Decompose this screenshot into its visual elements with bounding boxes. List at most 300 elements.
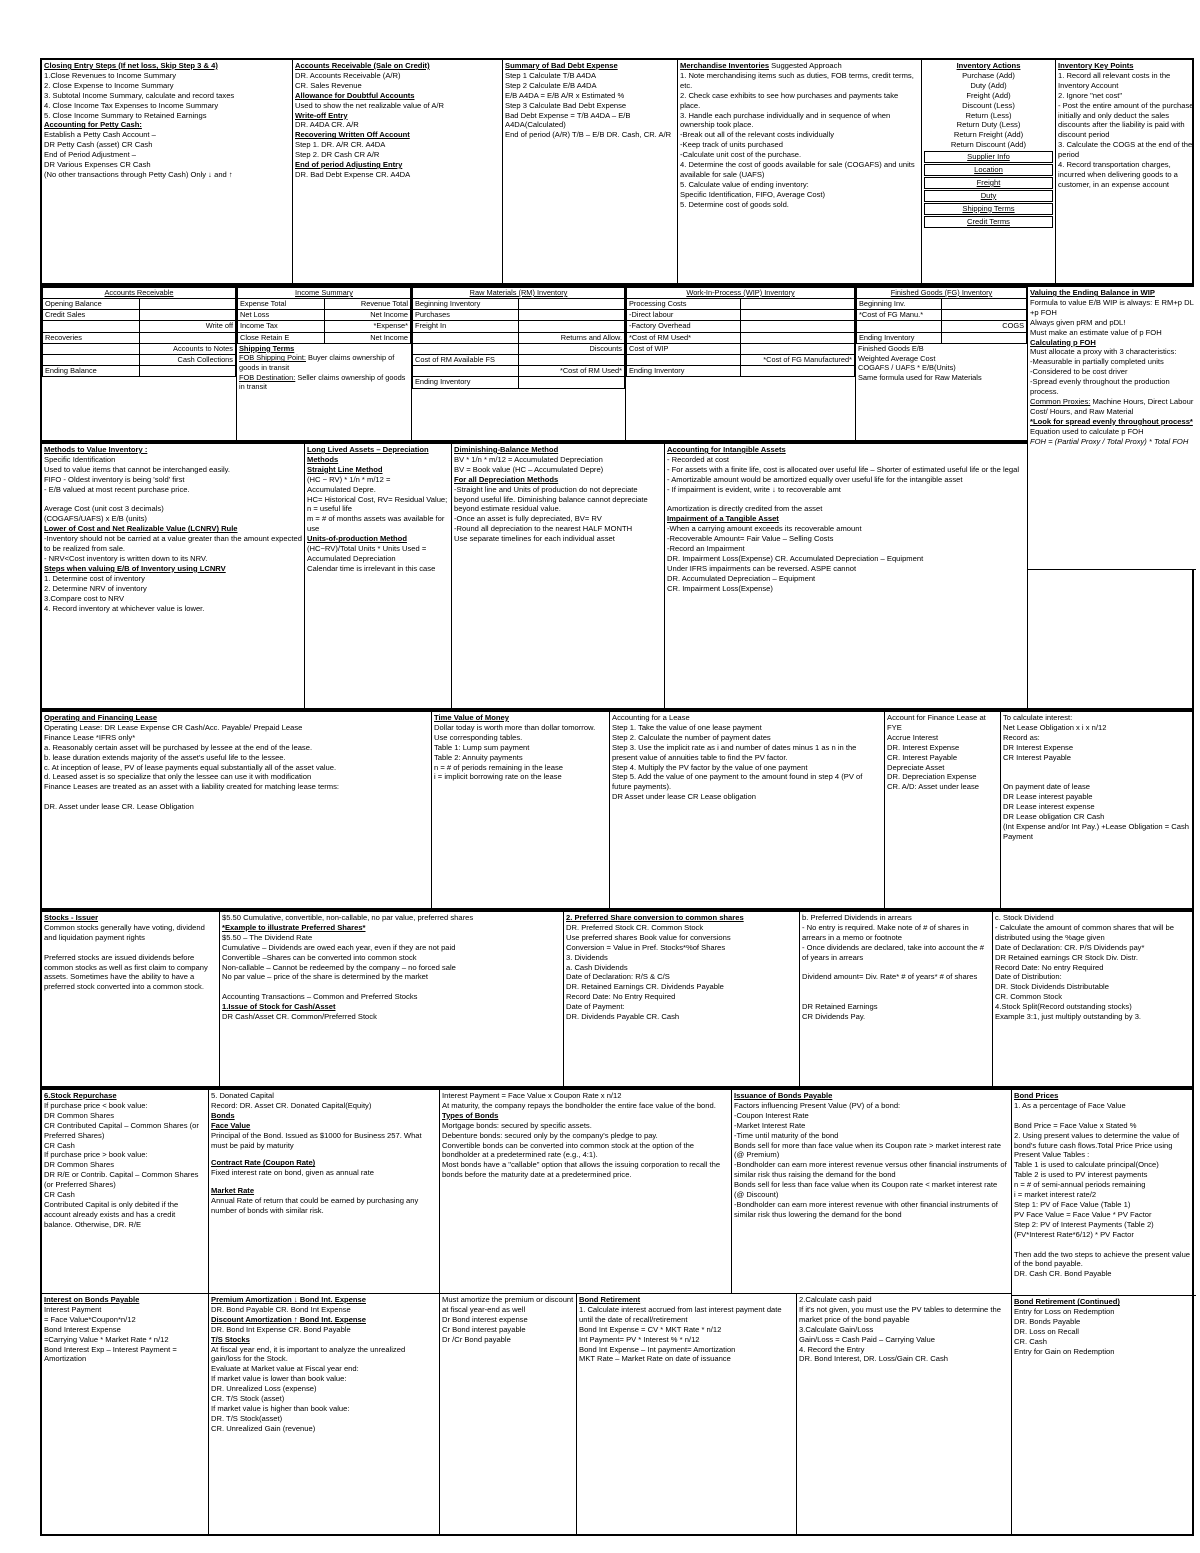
text-line: MKT Rate – Market Rate on date of issuance bbox=[579, 1354, 731, 1364]
text-line: (COGAFS/UAFS) x E/B (units) bbox=[44, 514, 147, 524]
text-line: Cr Bond interest payable bbox=[442, 1324, 526, 1334]
rm-t-title: Raw Materials (RM) Inventory bbox=[413, 288, 625, 299]
income-summary-t-account bbox=[237, 287, 412, 440]
table-row bbox=[413, 354, 625, 365]
text-line: DR. Dividends Payable CR. Cash bbox=[566, 1012, 680, 1022]
table-row bbox=[627, 366, 855, 377]
row-leases bbox=[40, 710, 1194, 910]
eop-title: End of period Adjusting Entry bbox=[295, 160, 403, 170]
accl-title: Accounting for a Lease bbox=[612, 713, 690, 722]
val-title: Valuing the Ending Balance in WIP bbox=[1030, 288, 1155, 297]
text-line: 3. Handle each purchase individually and in sequence of when ownership took place. bbox=[680, 110, 891, 130]
fob1-title: FOB Shipping Point: bbox=[239, 353, 306, 363]
table-cell: *Cost of RM Used* bbox=[519, 366, 625, 377]
text-line bbox=[1003, 763, 1194, 773]
table-row bbox=[857, 310, 1027, 321]
text-line: Accumulated Depreciation bbox=[307, 553, 396, 563]
table-cell: -Factory Overhead bbox=[627, 321, 741, 332]
fg-t-rows bbox=[857, 299, 1027, 344]
table-cell: Returns and Allow. bbox=[519, 332, 625, 343]
stocks-issuer-section bbox=[42, 912, 220, 1086]
text-line: -Coupon Interest Rate bbox=[734, 1110, 809, 1120]
text-line: Accounting Transactions – Common and Preferred Stocks bbox=[222, 992, 418, 1002]
table-cell bbox=[413, 332, 519, 343]
text-line bbox=[1003, 772, 1194, 782]
afl-lines bbox=[887, 733, 998, 792]
ts-lines bbox=[211, 1345, 437, 1434]
shipping-terms-block bbox=[237, 344, 411, 392]
retire-title: Bond Retirement bbox=[579, 1295, 641, 1304]
table-cell: Cost of WIP bbox=[627, 343, 741, 354]
text-line: Date of Payment: bbox=[566, 1002, 625, 1012]
premium-amortization-section bbox=[209, 1294, 440, 1534]
text-line: -Market Interest Rate bbox=[734, 1120, 806, 1130]
contract-rate-title: Contract Rate (Coupon Rate) bbox=[211, 1158, 316, 1168]
table-cell bbox=[741, 310, 855, 321]
fg-notes bbox=[856, 344, 1027, 383]
text-line: - NRV<Cost inventory is written down to its NRV. bbox=[44, 553, 208, 563]
text-line: Non-callable – Cannot be redeemed by the company – no forced sale bbox=[222, 962, 456, 972]
text-line: Common stocks generally have voting, dividend and liquidation payment rights bbox=[44, 922, 205, 942]
text-line: Convertible –Shares can be converted into common stock bbox=[222, 952, 417, 962]
table-row bbox=[413, 343, 625, 354]
table-cell bbox=[519, 321, 625, 332]
diminishing-balance-section bbox=[452, 444, 665, 708]
table-row bbox=[627, 354, 855, 365]
text-line: End of Period Adjustment – bbox=[44, 150, 137, 160]
table-row bbox=[857, 299, 1027, 310]
text-line: E/B A4DA = E/B A/R x Estimated % bbox=[505, 90, 625, 100]
text-line: n = useful life bbox=[307, 504, 352, 514]
text-line: (HC−RV)/Total Units * Units Used = bbox=[307, 544, 427, 554]
pa-disc: DR. Bond Int Expense CR. Bond Payable bbox=[211, 1324, 351, 1334]
bonds-title: Bonds bbox=[211, 1110, 235, 1120]
text-line: - For assets with a finite life, cost is allocated over useful life – Shorter of estimated useful life or the legal bbox=[667, 464, 1020, 474]
finance-lease-fye-section bbox=[885, 712, 1001, 908]
merch-title: Merchandise Inventories bbox=[680, 61, 770, 70]
text-line: Step 4. Multiply the PV factor by the value of one payment bbox=[612, 762, 808, 772]
closing-entry-section bbox=[42, 60, 293, 283]
text-line: Date of Distribution: bbox=[995, 972, 1062, 982]
table-row bbox=[627, 343, 855, 354]
text-line: Average Cost (unit cost 3 decimals) bbox=[44, 504, 164, 514]
table-cell bbox=[519, 299, 625, 310]
text-line: Bonds sell for more than face value when its Coupon rate > market interest rate (@ Premium) bbox=[734, 1140, 1001, 1160]
table-cell: Discounts bbox=[519, 343, 625, 354]
text-line: DR Retained earnings CR Stock Div. Distr. bbox=[995, 952, 1138, 962]
text-line: DR. Accounts Receivable (A/R) bbox=[295, 70, 401, 80]
table-cell bbox=[741, 299, 855, 310]
ar-lines bbox=[295, 71, 500, 91]
text-line: Table 1: Lump sum payment bbox=[434, 742, 530, 752]
steps-title: Steps when valuing E/B of Inventory using LCNRV bbox=[44, 563, 226, 573]
table-row bbox=[413, 332, 625, 343]
text-line: 3.Calculate Gain/Loss bbox=[799, 1324, 874, 1334]
row-stocks bbox=[40, 910, 1194, 1088]
text-line: Step 1. DR. A/R CR. A4DA bbox=[295, 140, 386, 150]
stock-repurchase-section bbox=[42, 1090, 209, 1294]
text-line: Use separate timelines for each individual asset bbox=[454, 534, 615, 544]
pa-title: Premium Amortization ↓ Bond Int. Expense bbox=[211, 1295, 366, 1304]
amort-lines bbox=[442, 1295, 574, 1345]
ar-t-account bbox=[42, 287, 237, 440]
table-cell bbox=[139, 299, 236, 310]
text-line: Record Date: No entry Required bbox=[995, 962, 1104, 972]
recover-lines bbox=[295, 140, 500, 160]
text-line: CR Cash bbox=[44, 1140, 75, 1150]
lease-title: Operating and Financing Lease bbox=[44, 713, 158, 722]
text-line: Step 2: PV of Interest Payments (Table 2) bbox=[1014, 1219, 1154, 1229]
text-line: Record Date: No Entry Required bbox=[566, 992, 676, 1002]
text-line: CR Interest Payable bbox=[1003, 752, 1071, 762]
lease-lines bbox=[44, 723, 429, 812]
text-line: - Calculate the amount of common shares that will be distributed using the %age given bbox=[995, 922, 1174, 942]
text-line: DR. Preferred Stock CR. Common Stock bbox=[566, 922, 704, 932]
uop-title: Units-of-production Method bbox=[307, 534, 407, 544]
text-line: -Time until maturity of the bond bbox=[734, 1130, 839, 1140]
lease-section bbox=[42, 712, 432, 908]
tvm-section bbox=[432, 712, 610, 908]
text-line: 3.Compare cost to NRV bbox=[44, 593, 125, 603]
table-row bbox=[43, 354, 236, 365]
text-line: Bond Interest Expense bbox=[44, 1324, 121, 1334]
text-line: 2.Calculate cash paid bbox=[799, 1295, 872, 1304]
text-line: =Carrying Value * Market Rate * n/12 bbox=[44, 1334, 169, 1344]
methods-inventory-section bbox=[42, 444, 305, 708]
table-row bbox=[857, 332, 1027, 343]
text-line: Return Discount (Add) bbox=[950, 140, 1027, 150]
table-cell: -Direct labour bbox=[627, 310, 741, 321]
wip-valuation-section bbox=[1028, 287, 1196, 570]
table-cell bbox=[741, 343, 855, 354]
text-line: Finance Leases are treated as an asset with a liability created for matching lease terms: bbox=[44, 782, 340, 792]
text-line: Net Lease Obligation x i x n/12 bbox=[1003, 722, 1107, 732]
fg-t-title: Finished Goods (FG) Inventory bbox=[857, 288, 1027, 299]
conversion-section bbox=[564, 912, 800, 1086]
market-rate-text: Annual Rate of return that could be earned by purchasing any number of bonds with similar risk. bbox=[211, 1196, 419, 1216]
text-line: DR. Bond Interest, DR. Loss/Gain CR. Cash bbox=[799, 1354, 948, 1364]
text-line: - E/B valued at most recent purchase price. bbox=[44, 484, 190, 494]
inv-actions-title: Inventory Actions bbox=[956, 61, 1021, 70]
types-title: Types of Bonds bbox=[442, 1110, 499, 1120]
proxies-text: Machine Hours, Direct Labour Cost/ Hours, and Raw Material bbox=[1030, 396, 1194, 416]
text-line: 2. Ignore "net cost" bbox=[1058, 90, 1123, 100]
text-line: 2. Check case exhibits to see how purchases and payments take place. bbox=[680, 90, 899, 110]
text-line: Specific Identification, FIFO, Average Cost) bbox=[680, 189, 826, 199]
text-line: DR Interest Expense bbox=[1003, 742, 1074, 752]
text-line: DR. Bonds Payable bbox=[1014, 1317, 1081, 1327]
text-line: Step 3 Calculate Bad Debt Expense bbox=[505, 100, 627, 110]
text-line: Shipping Terms bbox=[924, 203, 1053, 215]
table-cell: *Cost of FG Manufactured* bbox=[741, 354, 855, 365]
preferred-shares-section bbox=[220, 912, 564, 1086]
market-rate-title: Market Rate bbox=[211, 1186, 255, 1196]
ret-cont-title: Bond Retirement (Continued) bbox=[1014, 1297, 1120, 1307]
write-off-text: DR. A4DA CR. A/R bbox=[295, 120, 359, 130]
text-line: DR. Impairment Loss(Expense) CR. Accumulated Depreciation – Equipment bbox=[667, 553, 924, 563]
inv-key-title: Inventory Key Points bbox=[1058, 61, 1134, 70]
text-line: Example 3:1, just multiply outstanding by 3. bbox=[995, 1012, 1142, 1022]
text-line: Contributed Capital is only debited if the account already exists and has a credit balance. Otherwise, DR. R/E bbox=[44, 1199, 179, 1229]
text-line: Date of Declaration: CR. P/S Dividends pay* bbox=[995, 942, 1145, 952]
text-line: Bond Price = Face Value x Stated % bbox=[1014, 1120, 1137, 1130]
text-line: Supplier Info bbox=[924, 151, 1053, 163]
text-line: 4. Record transportation charges, incurred when delivering goods to a customer, in an expense account bbox=[1058, 160, 1178, 189]
text-line: Specific Identification bbox=[44, 454, 116, 464]
text-line bbox=[222, 982, 561, 992]
methods-lines bbox=[44, 455, 302, 524]
text-line: -Once an asset is fully depreciated, BV= RV bbox=[454, 514, 602, 524]
text-line: Record as: bbox=[1003, 732, 1040, 742]
table-cell: Revenue Total bbox=[324, 299, 411, 310]
table-cell: Beginning Inv. bbox=[857, 299, 942, 310]
look-note: *Look for spread evenly throughout process* bbox=[1030, 416, 1193, 426]
text-line: DR Common Shares bbox=[44, 1110, 115, 1120]
text-line: Finance Lease *IFRS only* bbox=[44, 732, 136, 742]
intpay-lines bbox=[442, 1091, 729, 1111]
table-row bbox=[413, 299, 625, 310]
pref-example-title: *Example to illustrate Preferred Shares* bbox=[222, 922, 366, 932]
text-line: Interest Payment = Face Value x Coupon Rate x n/12 bbox=[442, 1091, 622, 1100]
table-row bbox=[238, 310, 411, 321]
text-line: CR. Unrealized Gain (revenue) bbox=[211, 1423, 316, 1433]
closing-title: Closing Entry Steps (If net loss, Skip Step 3 & 4) bbox=[44, 61, 218, 70]
table-row bbox=[413, 377, 625, 388]
pa-prem: DR. Bond Payable CR. Bond Int Expense bbox=[211, 1304, 351, 1314]
fg-t-table bbox=[856, 287, 1027, 344]
table-cell: Recoveries bbox=[43, 332, 140, 343]
text-line: Used to value items that cannot be interchanged easily. bbox=[44, 464, 231, 474]
text-line: DR Common Shares bbox=[44, 1160, 115, 1170]
intang-lines bbox=[667, 455, 1025, 514]
text-line: i = market interest rate/2 bbox=[1014, 1190, 1097, 1200]
text-line: 1. Note merchandising items such as duties, FOB terms, credit terms, etc. bbox=[680, 70, 914, 90]
table-cell bbox=[942, 332, 1027, 343]
table-cell: Expense Total bbox=[238, 299, 325, 310]
table-row bbox=[413, 321, 625, 332]
text-line: 3. Calculate the COGS at the end of the period bbox=[1058, 140, 1193, 160]
imp-title: Impairment of a Tangible Asset bbox=[667, 514, 779, 524]
text-line bbox=[44, 943, 217, 953]
text-line: If it's not given, you must use the PV tables to determine the market price of the bond payable bbox=[799, 1304, 1001, 1324]
stockdiv-title: c. Stock Dividend bbox=[995, 913, 1054, 922]
text-line: CR Contributed Capital – Common Shares (or Preferred Shares) bbox=[44, 1120, 199, 1140]
table-cell: Close Retain E bbox=[238, 332, 325, 343]
retire-lines bbox=[579, 1305, 794, 1364]
text-line: DR. Cash CR. Bond Payable bbox=[1014, 1269, 1112, 1279]
text-line: Date of Declaration: R/S & C/S bbox=[566, 972, 670, 982]
rm-t-table bbox=[412, 287, 625, 389]
arrears-lines bbox=[802, 923, 990, 1022]
table-cell: Net Income bbox=[324, 310, 411, 321]
iob-lines bbox=[44, 1305, 206, 1364]
text-line: CR Cash bbox=[44, 1190, 75, 1200]
table-cell: Ending Balance bbox=[43, 366, 140, 377]
text-line: b. lease duration extends majority of the asset's useful life to the lessee. bbox=[44, 752, 286, 762]
write-off-title: Write-off Entry bbox=[295, 110, 348, 120]
val-lines bbox=[1030, 298, 1194, 338]
text-line: 4.Stock Split(Record outstanding stocks) bbox=[995, 1002, 1132, 1012]
prices-title: Bond Prices bbox=[1014, 1091, 1059, 1100]
text-line: a. Cash Dividends bbox=[566, 962, 628, 972]
bad-debt-title: Summary of Bad Debt Expense bbox=[505, 61, 618, 70]
text-line: 5. Calculate value of ending inventory: bbox=[680, 179, 809, 189]
text-line: If purchase price < book value: bbox=[44, 1100, 148, 1110]
text-line: - If impairment is evident, write ↓ to recoverable amt bbox=[667, 484, 841, 494]
allowance-title: Allowance for Doubtful Accounts bbox=[295, 90, 415, 100]
rm-t-rows bbox=[413, 299, 625, 389]
text-line: Dr /Cr Bond payable bbox=[442, 1334, 511, 1344]
text-line: CR. A/D: Asset under lease bbox=[887, 782, 980, 792]
text-line: Same formula used for Raw Materials bbox=[858, 373, 982, 383]
issuance-section bbox=[732, 1090, 1012, 1294]
text-line: -Bondholder can earn more interest revenue with other financial instruments of similar risk thus lowering the demand for the bond bbox=[734, 1199, 998, 1219]
text-line: Step 1: PV of Face Value (Table 1) bbox=[1014, 1199, 1131, 1209]
is-t-title: Income Summary bbox=[238, 288, 411, 299]
calc-title: Calculating p FOH bbox=[1030, 337, 1096, 347]
stock-dividend-section bbox=[993, 912, 1196, 1086]
table-cell bbox=[519, 354, 625, 365]
arrears-section bbox=[800, 912, 993, 1086]
table-cell bbox=[741, 321, 855, 332]
text-line: DR. T/S Stock(asset) bbox=[211, 1413, 283, 1423]
text-line: $5.50 – The Dividend Rate bbox=[222, 932, 313, 942]
bad-debt-lines bbox=[505, 71, 675, 140]
methods-title: Methods to Value Inventory : bbox=[44, 445, 148, 454]
text-line: n = # of semi-annual periods remaining bbox=[1014, 1180, 1146, 1190]
text-line: CR. T/S Stock (asset) bbox=[211, 1394, 285, 1404]
merch-lines bbox=[680, 71, 919, 210]
merch-heading bbox=[680, 61, 919, 71]
table-cell bbox=[139, 310, 236, 321]
text-line: 1.Close Revenues to Income Summary bbox=[44, 70, 177, 80]
table-row bbox=[43, 332, 236, 343]
text-line: Step 1. Take the value of one lease payment bbox=[612, 722, 762, 732]
text-line: Finished Goods E/B bbox=[858, 343, 924, 353]
inventory-key-points-section bbox=[1056, 60, 1196, 283]
text-line: CR. Impairment Loss(Expense) bbox=[667, 583, 773, 593]
table-cell: Ending Inventory bbox=[413, 377, 519, 388]
text-line: Return Duty (Less) bbox=[956, 120, 1021, 130]
stocks-lines bbox=[44, 923, 217, 992]
text-line: -Calculate unit cost of the purchase. bbox=[680, 150, 802, 160]
text-line: - Amortizable amount would be amortized equally over useful life for the intangible asset bbox=[667, 474, 963, 484]
interest-lines bbox=[1003, 723, 1194, 842]
table-row bbox=[857, 321, 1027, 332]
text-line: Weighted Average Cost bbox=[858, 353, 936, 363]
iob-title: Interest on Bonds Payable bbox=[44, 1295, 140, 1304]
face-value-text: Principal of the Bond. Issued as $1000 for Business 257. What must be paid by maturity bbox=[211, 1130, 422, 1150]
ship-title: Shipping Terms bbox=[239, 343, 295, 353]
text-line: Preferred stocks are issued dividends before common stocks as well as first claim to company assets. Sometimes have the ability to have a preferred stock converted into a common stock. bbox=[44, 952, 208, 992]
intangible-section bbox=[665, 444, 1028, 708]
table-row bbox=[238, 299, 411, 310]
merchandise-section bbox=[678, 60, 922, 283]
types-lines bbox=[442, 1121, 729, 1180]
text-line: Accrue Interest bbox=[887, 732, 939, 742]
text-line: Accumulated Depre. bbox=[307, 484, 376, 494]
text-line: 4. Record the Entry bbox=[799, 1344, 865, 1354]
table-cell bbox=[43, 321, 140, 332]
text-line: Bonds sell for less than face value when its Coupon rate < market interest rate (@ Discount) bbox=[734, 1180, 998, 1200]
text-line: -Bondholder can earn more interest revenue versus other financial instruments of similar risk thus raising the demand for the bond bbox=[734, 1160, 1007, 1180]
text-line: Bond Int Expense – Int payment= Amortization bbox=[579, 1344, 736, 1354]
text-line: Conversion = Value in Pref. Stocks*%of Shares bbox=[566, 942, 726, 952]
table-cell: Cash Collections bbox=[139, 354, 236, 365]
text-line: 4. Record inventory at whichever value is lower. bbox=[44, 603, 205, 613]
text-line: - Recorded at cost bbox=[667, 454, 730, 464]
petty-title: Accounting for Petty Cash: bbox=[44, 120, 142, 130]
text-line: DR Lease interest expense bbox=[1003, 802, 1095, 812]
text-line: 3. Dividends bbox=[566, 952, 608, 962]
text-line: If purchase price > book value: bbox=[44, 1150, 148, 1160]
table-row bbox=[413, 366, 625, 377]
text-line: DR Asset under lease CR Lease obligation bbox=[612, 792, 756, 802]
text-line: 1. As a percentage of Face Value bbox=[1014, 1100, 1126, 1110]
text-line: PV Face Value = Face Value * PV Factor bbox=[1014, 1209, 1152, 1219]
text-line: DR Petty Cash (asset) CR Cash bbox=[44, 140, 153, 150]
lease-interest-section bbox=[1001, 712, 1196, 908]
ar-title: Accounts Receivable (Sale on Credit) bbox=[295, 61, 430, 70]
is-t-table bbox=[237, 287, 411, 344]
imp-lines bbox=[667, 524, 1025, 593]
text-line: 2. Determine NRV of inventory bbox=[44, 583, 147, 593]
table-row bbox=[43, 321, 236, 332]
text-line: 5. Close Income Summary to Retained Earnings bbox=[44, 110, 207, 120]
stockdiv-lines bbox=[995, 923, 1194, 1022]
text-line: Step 2 Calculate E/B A4DA bbox=[505, 80, 597, 90]
text-line: Dividend amount= Div. Rate* # of years* # of shares bbox=[802, 972, 978, 982]
text-line: DR Lease interest payable bbox=[1003, 792, 1093, 802]
text-line: - No entry is required. Make note of # of shares in arrears in a memo or footnote bbox=[802, 922, 969, 942]
text-line: -When a carrying amount exceeds its recoverable amount bbox=[667, 524, 862, 534]
text-line: At fiscal year end, it is important to analyze the unrealized gain/loss for the Stock. bbox=[211, 1344, 406, 1364]
conv-lines bbox=[566, 923, 797, 1022]
text-line: Interest Payment bbox=[44, 1304, 102, 1314]
repurchase-lines bbox=[44, 1101, 206, 1230]
text-line: CR. Cash bbox=[1014, 1336, 1047, 1346]
text-line: DR. Retained Earnings CR. Dividends Payable bbox=[566, 982, 724, 992]
fob1-line bbox=[239, 353, 409, 372]
table-cell bbox=[413, 366, 519, 377]
text-line: At maturity, the company repays the bondholder the entire face value of the bond. bbox=[442, 1100, 716, 1110]
text-line: Always given pRM and pDL! bbox=[1030, 317, 1126, 327]
donated-record: Record: DR. Asset CR. Donated Capital(Equity) bbox=[211, 1100, 372, 1110]
text-line: DR. Interest Expense bbox=[887, 742, 960, 752]
text-line: Must make an estimate value of p FOH bbox=[1030, 327, 1162, 337]
text-line: -Inventory should not be carried at a value greater than the amount expected to be realized from sale. bbox=[44, 534, 302, 554]
ret-cont-lines bbox=[1014, 1307, 1194, 1357]
amortize-section bbox=[440, 1294, 577, 1534]
text-line: Bad Debt Expense = T/B A4DA – E/B A4DA(Calculated) bbox=[505, 110, 631, 130]
text-line: (FV*Interest Rate*6/12) * PV Factor bbox=[1014, 1229, 1134, 1239]
intang-title: Accounting for Intangible Assets bbox=[667, 445, 786, 454]
text-line: Credit Terms bbox=[924, 216, 1053, 228]
table-cell bbox=[519, 377, 625, 388]
eop-text: DR. Bad Debt Expense CR. A4DA bbox=[295, 169, 411, 179]
prices-lines bbox=[1014, 1101, 1194, 1279]
text-line: FIFO - Oldest inventory is being 'sold' first bbox=[44, 474, 185, 484]
text-line: Step 1 Calculate T/B A4DA bbox=[505, 70, 597, 80]
allowance-text: Used to show the net realizable value of A/R bbox=[295, 100, 445, 110]
text-line: DR. Loss on Recall bbox=[1014, 1326, 1079, 1336]
table-row bbox=[238, 321, 411, 332]
bond-prices-section bbox=[1012, 1090, 1196, 1534]
text-line: a. Reasonably certain asset will be purchased by lessee at the end of the lease. bbox=[44, 742, 313, 752]
inventory-actions-section bbox=[922, 60, 1056, 283]
table-cell: *Cost of RM Used* bbox=[627, 332, 741, 343]
text-line: -Break out all of the relevant costs individually bbox=[680, 130, 835, 140]
